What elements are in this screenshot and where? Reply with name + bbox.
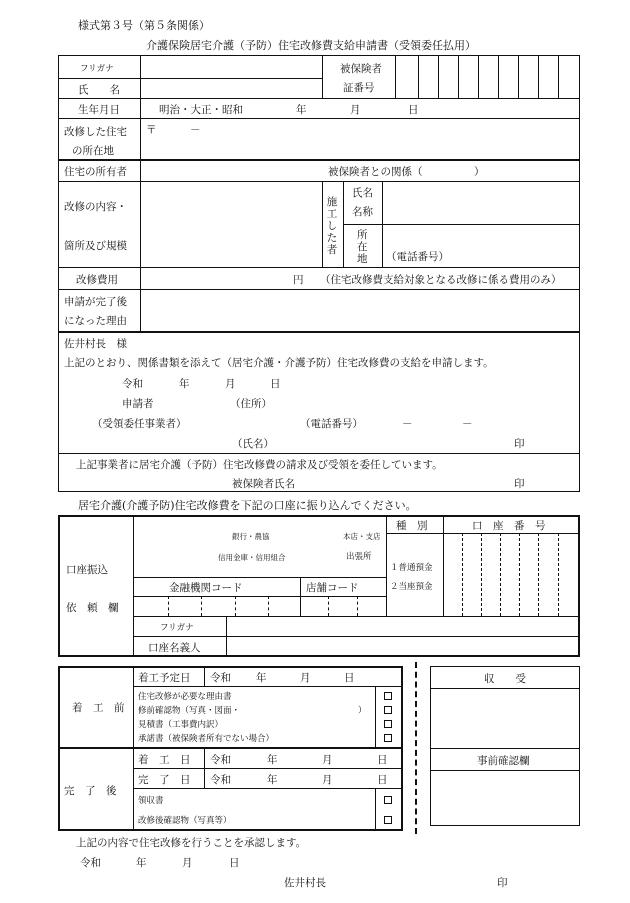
contractor-label: 施工した者 — [326, 196, 338, 256]
applicant-label: 申請者 — [122, 398, 154, 410]
actual-start-era: 令和 — [210, 754, 231, 766]
postal-dash: － — [190, 124, 201, 136]
owner-relation-label: 被保険者との関係（ — [328, 166, 423, 178]
planned-start-label: 着工予定日 — [138, 672, 191, 684]
declaration-day: 日 — [270, 378, 281, 390]
form-number: 様式第３号（第５条関係） — [78, 19, 210, 32]
planned-year: 年 — [256, 672, 267, 684]
actual-start-month: 月 — [322, 754, 333, 766]
agent-phone-label: （電話番号） — [300, 418, 363, 430]
cost-note: （住宅改修費支給対象となる改修に係る費用のみ） — [320, 274, 562, 286]
contractor-location-label-2: 在 — [357, 241, 368, 253]
agent-phone-dash-2: － — [462, 418, 473, 430]
name-label: 氏 名 — [78, 84, 120, 96]
completion-day: 日 — [377, 774, 388, 786]
birth-month: 月 — [350, 104, 361, 116]
planned-day: 日 — [344, 672, 355, 684]
transfer-note: 居宅介護(介護予防)住宅改修費を下記の口座に振り込んでください。 — [78, 499, 417, 512]
before-doc-2: 修前確認物（写真・図面・ — [138, 706, 241, 716]
work-content-label-1: 改修の内容・ — [64, 201, 127, 213]
planned-era: 令和 — [210, 672, 231, 684]
declaration-year: 年 — [179, 378, 190, 390]
work-content-label-2: 箇所及び規模 — [64, 240, 127, 252]
institution-code-label: 金融機関コード — [169, 582, 243, 594]
actual-start-label: 着 工 日 — [138, 754, 191, 766]
account-type-option-1: １普通預金 — [390, 563, 433, 573]
bank-section-label-1: 口座振込 — [66, 564, 108, 576]
approval-day: 日 — [229, 857, 240, 869]
account-type-label: 種 別 — [396, 520, 428, 532]
after-doc-1: 領収書 — [138, 796, 164, 806]
delegation-insured-name-label: 被保険者氏名 — [232, 478, 295, 490]
bank-section-label-2: 依 頼 欄 — [66, 602, 119, 614]
insured-no-label-1: 被保険者 — [340, 63, 382, 75]
planned-month: 月 — [300, 672, 311, 684]
postal-mark: 〒 — [146, 124, 157, 136]
branch-types-1: 本店・支店 — [343, 532, 381, 541]
applicant-address-label: （住所） — [230, 398, 272, 410]
approval-era: 令和 — [80, 857, 101, 869]
agent-phone-dash-1: － — [402, 418, 413, 430]
approval-year: 年 — [136, 857, 147, 869]
furigana-label: フリガナ — [80, 64, 114, 74]
branch-types-2: 出張所 — [346, 552, 372, 562]
before-doc-2-checkbox[interactable] — [384, 706, 392, 714]
delegation-seal: 印 — [514, 478, 525, 490]
delegation-text: 上記事業者に居宅介護（予防）住宅改修費の請求及び受領を委任しています。 — [76, 459, 443, 471]
approval-text: 上記の内容で住宅改修を行うことを承認します。 — [76, 837, 307, 849]
bank-types-1: 銀行・農協 — [232, 532, 270, 541]
receipt-table — [430, 666, 580, 826]
birth-day: 日 — [408, 104, 419, 116]
completion-label: 完 了 日 — [138, 774, 191, 786]
before-doc-3-checkbox[interactable] — [384, 720, 392, 728]
contractor-location-label-3: 地 — [357, 253, 368, 265]
after-doc-1-checkbox[interactable] — [384, 796, 392, 804]
cost-label: 改修費用 — [76, 274, 118, 286]
completion-year: 年 — [267, 774, 278, 786]
birth-eras: 明治・大正・昭和 — [159, 104, 243, 116]
account-type-option-2: ２当座預金 — [390, 582, 433, 592]
agent-name-label: （氏名） — [232, 438, 274, 450]
declaration-addressee: 佐井村長 様 — [64, 338, 127, 350]
bank-types-2: 信用金庫・信用組合 — [218, 553, 286, 562]
holder-furigana-label: フリガナ — [160, 623, 194, 633]
completion-month: 月 — [322, 774, 333, 786]
agent-label: （受領委任事業者） — [92, 418, 187, 430]
reason-label-1: 申請が完了後 — [64, 296, 127, 308]
after-doc-2: 改修後確認物（写真等） — [138, 816, 232, 826]
cost-unit: 円 — [293, 274, 304, 286]
before-doc-1-checkbox[interactable] — [384, 692, 392, 700]
declaration-text: 上記のとおり、関係書類を添えて（居宅介護・介護予防）住宅改修費の支給を申請します。 — [64, 357, 494, 369]
before-doc-3: 見積書（工事費内訳） — [138, 720, 224, 730]
branch-code-label: 店舗コード — [306, 582, 359, 594]
contractor-name-label-1: 氏名 — [352, 187, 373, 199]
approval-seal: 印 — [497, 877, 508, 889]
actual-start-year: 年 — [267, 754, 278, 766]
separator-dashed — [415, 662, 417, 834]
completion-era: 令和 — [210, 774, 231, 786]
address-label-2: の所在地 — [72, 145, 114, 157]
owner-label: 住宅の所有者 — [64, 166, 127, 178]
insured-no-label-2: 証番号 — [343, 82, 375, 94]
after-doc-2-checkbox[interactable] — [384, 816, 392, 824]
birth-label: 生年月日 — [78, 104, 120, 116]
before-doc-4-checkbox[interactable] — [384, 734, 392, 742]
before-doc-2-close: ） — [358, 706, 367, 716]
declaration-era: 令和 — [122, 378, 143, 390]
approval-mayor: 佐井村長 — [284, 877, 326, 889]
receipt-label: 収 受 — [484, 673, 526, 685]
holder-name-label: 口座名義人 — [148, 642, 201, 654]
approval-month: 月 — [182, 857, 193, 869]
reason-label-2: になった理由 — [64, 315, 127, 327]
birth-year: 年 — [296, 104, 307, 116]
owner-relation-close: ） — [474, 166, 485, 178]
contractor-phone-label: （電話番号） — [386, 251, 449, 263]
prior-check-label: 事前確認欄 — [477, 755, 530, 767]
declaration-month: 月 — [225, 378, 236, 390]
after-label: 完 了 後 — [64, 785, 117, 797]
agent-seal: 印 — [514, 438, 525, 450]
contractor-location-label-1: 所 — [357, 229, 368, 241]
address-label-1: 改修した住宅 — [64, 126, 127, 138]
form-title: 介護保険居宅介護（予防）住宅改修費支給申請書（受領委任払用） — [146, 39, 476, 52]
contractor-name-label-2: 名称 — [352, 206, 373, 218]
before-doc-4: 承諾書（被保険者所有でない場合） — [138, 734, 275, 744]
account-number-label: 口 座 番 号 — [472, 520, 546, 532]
before-doc-1: 住宅改修が必要な理由書 — [138, 692, 232, 702]
before-label: 着 工 前 — [72, 702, 125, 714]
actual-start-day: 日 — [377, 754, 388, 766]
